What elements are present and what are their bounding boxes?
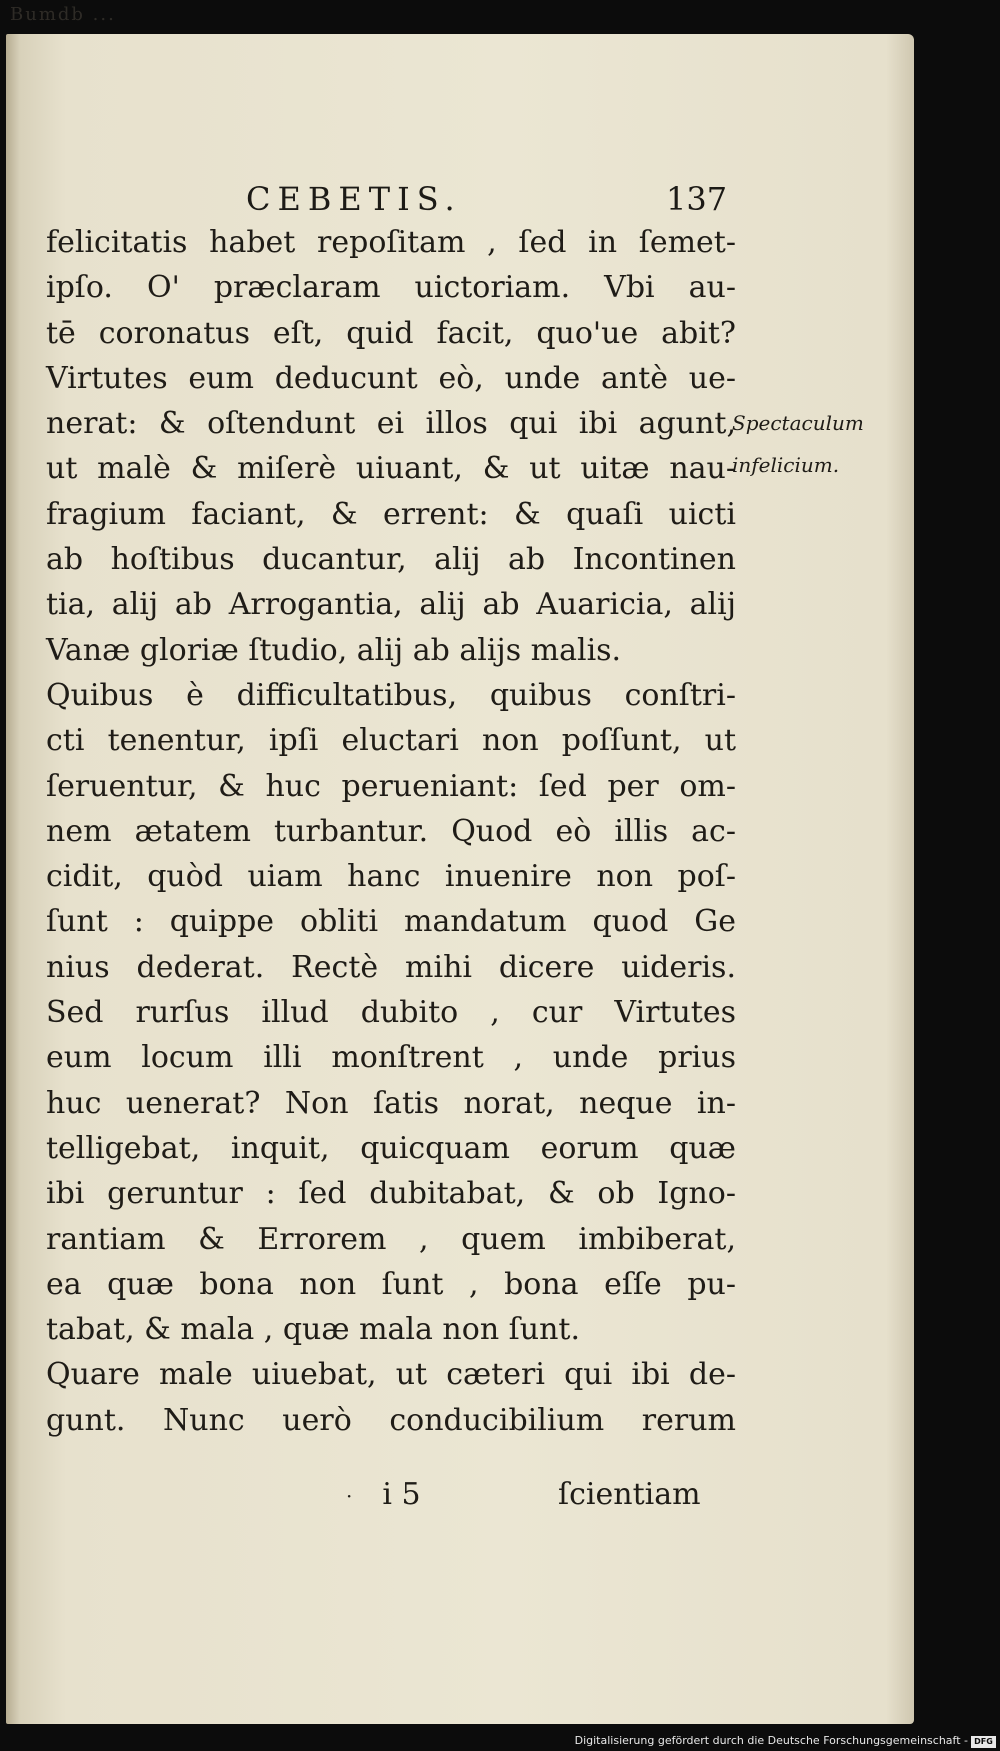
- text-line: gunt. Nunc uerò conducibilium rerum: [46, 1402, 736, 1438]
- text-line: Sed rurſus illud dubito , cur Virtutes: [46, 995, 736, 1031]
- page-content: [6, 34, 914, 1724]
- digitization-credit: Digitalisierung gefördert durch die Deutsche Forschungsgemeinschaft -: [574, 1734, 968, 1747]
- text-line: cti tenentur, ipſi eluctari non poſſunt, ut: [46, 723, 736, 759]
- text-line: tia, alij ab Arrogantia, alij ab Auaricia, alij: [46, 587, 736, 623]
- text-line: fragium faciant, & errent: & quaſi uicti: [46, 496, 736, 532]
- signature-text: i 5: [382, 1477, 421, 1512]
- text-line: Vanæ gloriæ ſtudio, alij ab alijs malis.: [46, 632, 622, 668]
- text-line: ut malè & miſerè uiuant, & ut uitæ nau-: [46, 451, 736, 487]
- margin-note-line: infelicium.: [732, 453, 840, 477]
- text-line: ipſo. O' præclaram uictoriam. Vbi au-: [46, 270, 736, 306]
- text-line: tabat, & mala , quæ mala non ſunt.: [46, 1312, 581, 1348]
- text-line: ea quæ bona non ſunt , bona eſſe pu-: [46, 1266, 736, 1302]
- signature-mark: [346, 1477, 421, 1512]
- text-line: ſeruentur, & huc perueniant: ſed per om-: [46, 768, 736, 804]
- catchword: ſcientiam: [558, 1477, 701, 1512]
- text-line: telligebat, inquit, quicquam eorum quæ: [46, 1130, 736, 1166]
- text-line: rantiam & Errorem , quem imbiberat,: [46, 1221, 736, 1257]
- margin-note: [732, 402, 912, 486]
- dfg-logo: DFG: [971, 1736, 996, 1748]
- text-line: felicitatis habet repoſitam , ſed in ſemet-: [46, 225, 736, 260]
- text-line: Quibus è difficultatibus, quibus conſtri-: [46, 677, 736, 713]
- text-line: cidit, quòd uiam hanc inuenire non poſ-: [46, 859, 736, 895]
- book-page: [6, 34, 914, 1724]
- body-text: [46, 220, 736, 1443]
- page-number: 137: [666, 180, 728, 218]
- running-head: CEBETIS.: [246, 180, 462, 218]
- text-line: Quare male uiuebat, ut cæteri qui ibi de-: [46, 1357, 736, 1393]
- text-line: Virtutes eum deducunt eò, unde antè ue-: [46, 360, 736, 396]
- text-line: nerat: & oſtendunt ei illos qui ibi agunt,: [46, 406, 736, 442]
- text-line: ſunt : quippe obliti mandatum quod Ge: [46, 904, 736, 940]
- margin-note-line: Spectaculum: [732, 411, 864, 435]
- text-line: huc uenerat? Non ſatis norat, neque in-: [46, 1085, 736, 1121]
- text-line: nius dederat. Rectè mihi dicere uideris.: [46, 949, 736, 985]
- text-line: eum locum illi monſtrent , unde prius: [46, 1040, 736, 1076]
- text-line: ab hoſtibus ducantur, alij ab Incontinen: [46, 542, 736, 578]
- text-line: tē coronatus eſt, quid facit, quo'ue abit?: [46, 315, 736, 351]
- signature-dot: ·: [346, 1484, 353, 1508]
- text-line: nem ætatem turbantur. Quod eò illis ac-: [46, 813, 736, 849]
- top-edge-bleed-text: Bumdb ...: [10, 4, 116, 25]
- text-line: ibi geruntur : ſed dubitabat, & ob Igno-: [46, 1176, 736, 1212]
